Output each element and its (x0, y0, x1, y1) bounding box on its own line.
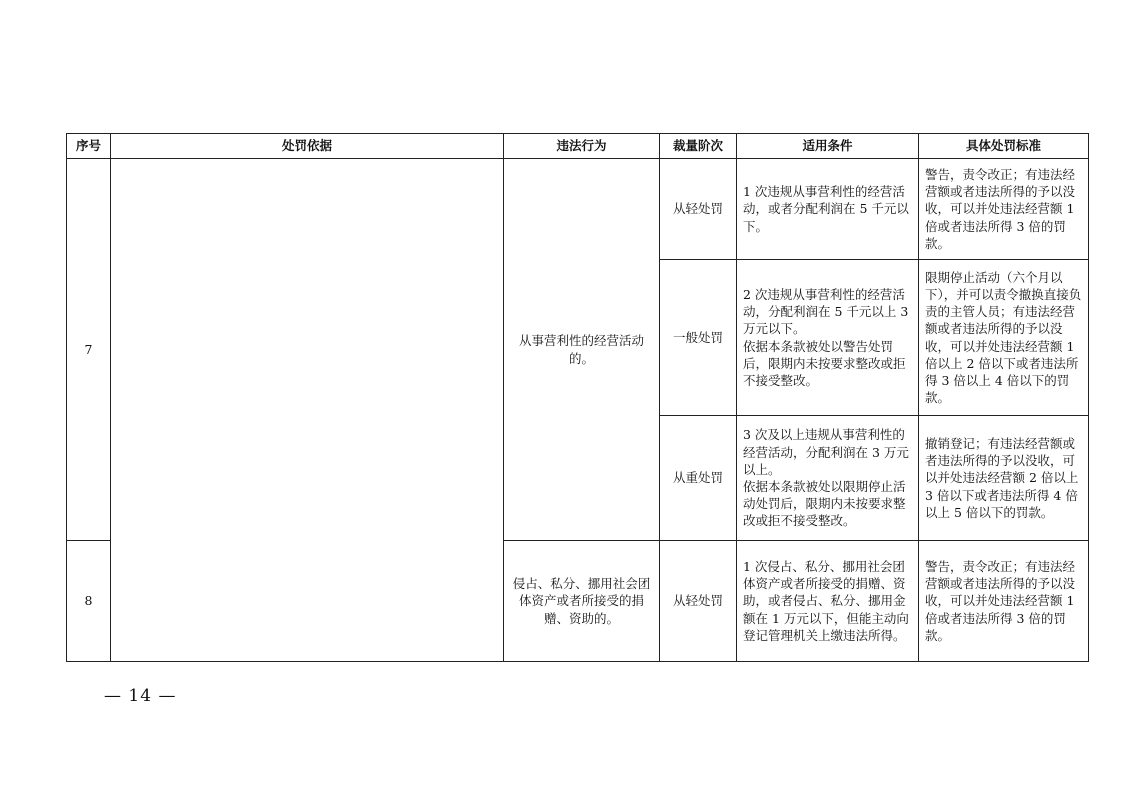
header-discretion-level: 裁量阶次 (660, 134, 737, 159)
penalty-standard-cell: 限期停止活动（六个月以下），并可以责令撤换直接负责的主管人员；有违法经营额或者违法所得的予以没收，可以并处违法经营额 1 倍以上 2 倍以下或者违法所得 3 倍以上 4 倍以下的罚款。 (919, 260, 1089, 416)
violation-cell: 侵占、私分、挪用社会团体资产或者所接受的捐赠、资助的。 (504, 541, 660, 662)
header-penalty-standard: 具体处罚标准 (919, 134, 1089, 159)
penalty-standard-cell: 警告，责令改正；有违法经营额或者违法所得的予以没收，可以并处违法经营额 1 倍或者违法所得 3 倍的罚款。 (919, 541, 1089, 662)
applicable-condition-cell: 2 次违规从事营利性的经营活动，分配利润在 5 千元以上 3 万元以下。 依据本条款被处以警告处罚后，限期内未按要求整改或拒不接受整改。 (737, 260, 919, 416)
applicable-condition-cell: 1 次违规从事营利性的经营活动，或者分配利润在 5 千元以下。 (737, 159, 919, 260)
item-serial-number: 7 (67, 159, 111, 541)
discretion-level-cell: 从轻处罚 (660, 541, 737, 662)
header-violation: 违法行为 (504, 134, 660, 159)
discretion-level-cell: 从重处罚 (660, 416, 737, 541)
penalty-basis-cell (111, 159, 504, 662)
violation-cell: 从事营利性的经营活动的。 (504, 159, 660, 541)
item-serial-number: 8 (67, 541, 111, 662)
discretion-level-cell: 从轻处罚 (660, 159, 737, 260)
header-penalty-basis: 处罚依据 (111, 134, 504, 159)
table-header-row (67, 134, 1089, 159)
penalty-table (66, 133, 1089, 662)
penalty-standard-cell: 撤销登记；有违法经营额或者违法所得的予以没收，可以并处违法经营额 2 倍以上 3 倍以下或者违法所得 4 倍以上 5 倍以下的罚款。 (919, 416, 1089, 541)
page-number: — 14 — (104, 686, 177, 706)
table-row (67, 159, 1089, 260)
header-serial-number: 序号 (67, 134, 111, 159)
penalty-standard-cell: 警告，责令改正；有违法经营额或者违法所得的予以没收，可以并处违法经营额 1 倍或者违法所得 3 倍的罚款。 (919, 159, 1089, 260)
discretion-level-cell: 一般处罚 (660, 260, 737, 416)
header-applicable-conditions: 适用条件 (737, 134, 919, 159)
applicable-condition-cell: 1 次侵占、私分、挪用社会团体资产或者所接受的捐赠、资助，或者侵占、私分、挪用金额在 1 万元以下，但能主动向登记管理机关上缴违法所得。 (737, 541, 919, 662)
applicable-condition-cell: 3 次及以上违规从事营利性的经营活动，分配利润在 3 万元以上。 依据本条款被处以限期停止活动处罚后，限期内未按要求整改或拒不接受整改。 (737, 416, 919, 541)
